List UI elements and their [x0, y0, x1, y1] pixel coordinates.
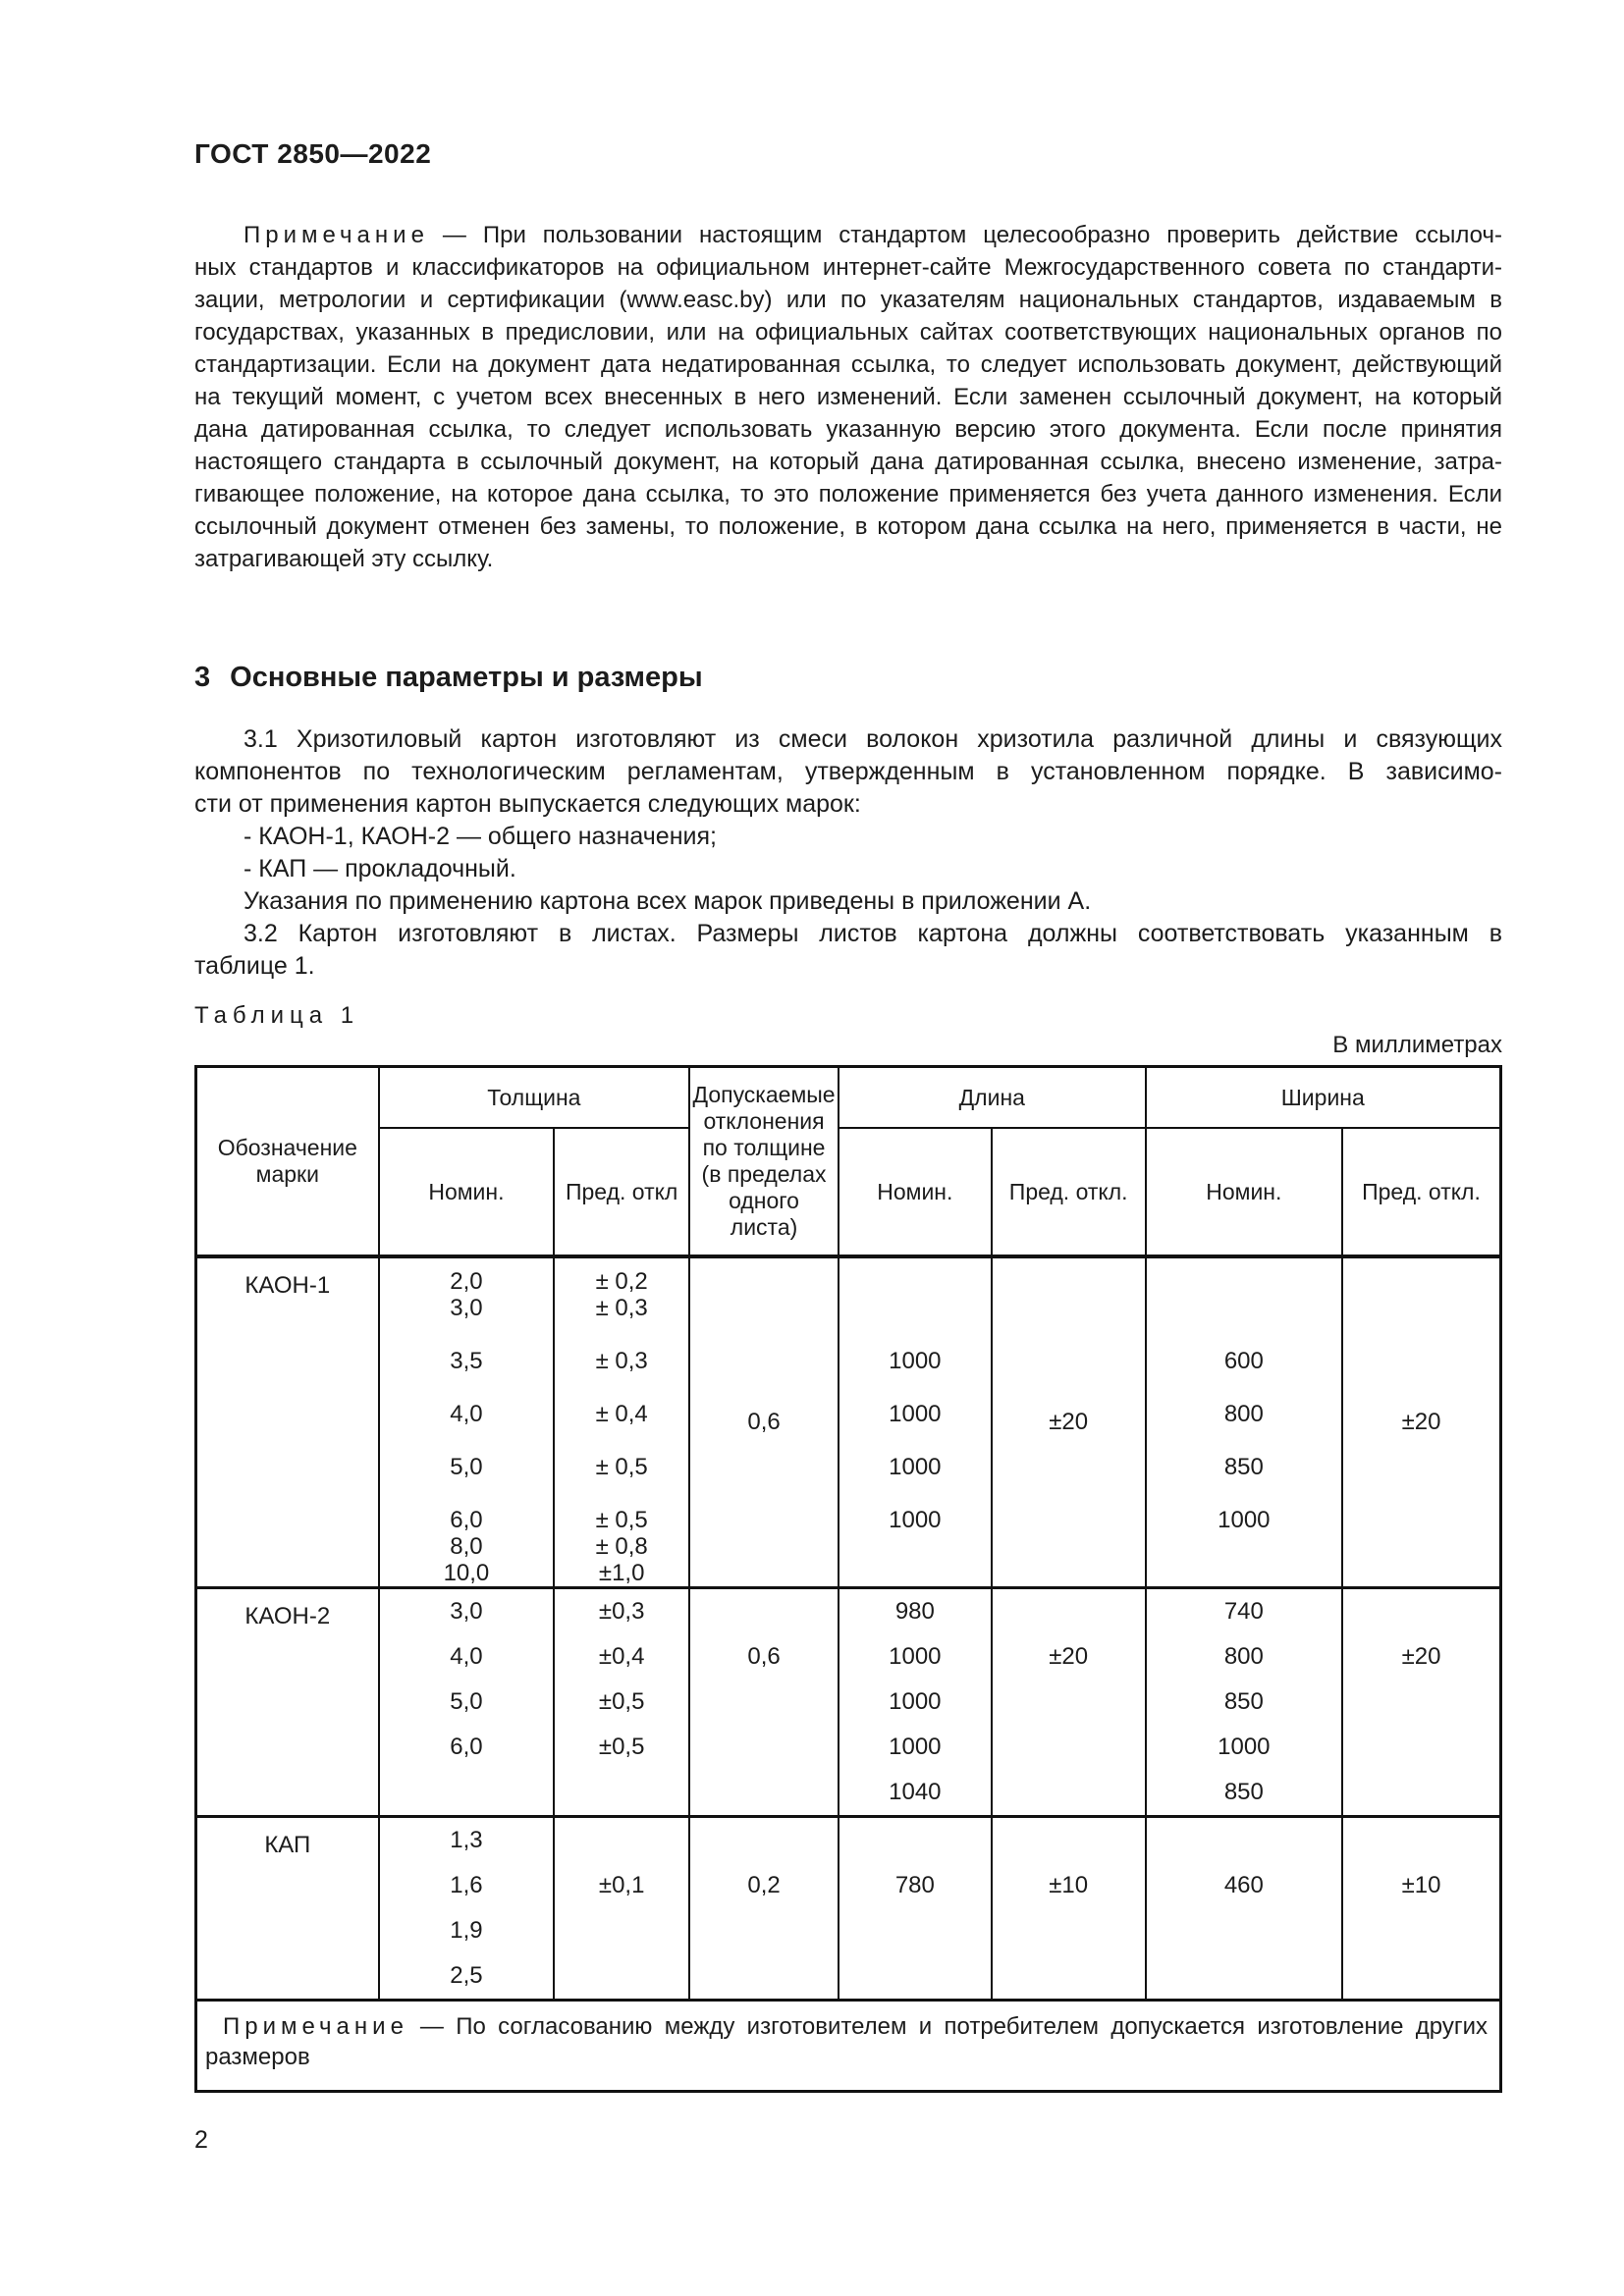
table-value: 600: [1223, 1347, 1264, 1374]
col-group-length: Длина: [839, 1068, 1147, 1129]
col-group-width: Ширина: [1147, 1068, 1499, 1129]
table-value: 6,0: [450, 1734, 483, 1760]
col-header-mark: Обозначение марки: [197, 1068, 380, 1255]
cell-w_nom: [1147, 1258, 1343, 1586]
col-header-deviation-within-sheet: Допускаемые отклонения по толщине (в пределах одного листа): [690, 1068, 839, 1255]
text-line: затрагивающей эту ссылку.: [194, 546, 494, 572]
table-value: 1,9: [450, 1917, 483, 1944]
text-line: ных стандартов и классификаторов на официальном интернет-сайте Межгосударственного совета по стандарти-: [194, 254, 1502, 281]
table-value: 850: [1223, 1688, 1264, 1715]
table-value: 1,3: [450, 1827, 483, 1853]
text-line: 3.1 Хризотиловый картон изготовляют из смеси волокон хризотила различной длины и связующих: [244, 725, 1502, 753]
table-value: 2,0: [450, 1267, 483, 1295]
table-value: ± 0,2: [595, 1267, 648, 1295]
paragraph-3-1: [194, 723, 1502, 983]
table-value: ±20: [1401, 1409, 1441, 1435]
table-value: 980: [894, 1598, 935, 1625]
table-footnote-text: [205, 2011, 1488, 2072]
cell-l_nom: [839, 1589, 993, 1815]
top-note-paragraph: [194, 219, 1502, 575]
cell-w_dev: [1343, 1258, 1499, 1586]
cell-t_dev: [555, 1818, 690, 1999]
text-line: гивающее положение, на которое дана ссылка, то это положение применяется без учета данного изменения. Если: [194, 481, 1502, 507]
cell-t_nom: [380, 1589, 556, 1815]
cell-t_nom: [380, 1818, 556, 1999]
cell-w_dev: [1343, 1818, 1499, 1999]
dimensions-table: [194, 1065, 1502, 2093]
col-header-length-nominal: Номин.: [839, 1129, 993, 1255]
col-group-thickness: Толщина: [380, 1068, 691, 1129]
col-header-thickness-nominal: Номин.: [380, 1129, 556, 1255]
table-value: ±0,1: [598, 1872, 645, 1898]
cell-w_dev: [1343, 1589, 1499, 1815]
cell-dev_within: [690, 1818, 839, 1999]
table-value: ± 0,3: [595, 1347, 648, 1374]
text-line: ссылочный документ отменен без замены, то положение, в котором дана ссылка на него, применяется в части, не: [194, 513, 1502, 540]
table-units-note: В миллиметрах: [1332, 1032, 1502, 1058]
table-value: ±1,0: [598, 1559, 645, 1586]
table-block: [197, 1258, 1499, 1586]
table-block: [197, 1815, 1499, 1999]
table-value: 0,2: [747, 1872, 781, 1898]
cell-t_dev: [555, 1258, 690, 1586]
footnote-label: Примечание: [223, 2013, 408, 2040]
table-value: 5,0: [450, 1453, 483, 1480]
cell-l_nom: [839, 1818, 993, 1999]
cell-t_dev: [555, 1589, 690, 1815]
text-line: настоящего стандарта в ссылочный документ, на который дана датированная ссылка, внесено изменение, затра-: [194, 449, 1502, 475]
table-value: ±10: [1049, 1872, 1089, 1898]
section-number: 3: [194, 662, 211, 693]
list-item: - КАП — прокладочный.: [244, 855, 516, 882]
cell-l_dev: [993, 1258, 1147, 1586]
table-value: ± 0,4: [595, 1400, 648, 1427]
table-value: ± 0,3: [595, 1294, 648, 1321]
running-header: ГОСТ 2850—2022: [194, 138, 432, 169]
text-line: 3.2 Картон изготовляют в листах. Размеры листов картона должны соответствовать указанным в: [244, 920, 1502, 947]
text-line: на текущий момент, с учетом всех внесенных в него изменений. Если заменен ссылочный документ, на который: [194, 384, 1502, 410]
table-value: ±20: [1049, 1409, 1089, 1435]
text-line: Указания по применению картона всех марок приведены в приложении А.: [244, 887, 1092, 915]
list-item: - КАОН-1, КАОН-2 — общего назначения;: [244, 823, 717, 850]
table-value: 0,6: [747, 1643, 781, 1670]
col-header-width-deviation: Пред. откл.: [1362, 1178, 1481, 1204]
table-value: 1000: [889, 1453, 942, 1480]
table-value: 3,5: [450, 1347, 483, 1374]
table-value: 1000: [889, 1643, 942, 1670]
table-value: 850: [1223, 1453, 1264, 1480]
table-value: 1000: [889, 1688, 942, 1715]
table-value: 460: [1223, 1872, 1264, 1898]
table-value: ±20: [1401, 1643, 1441, 1670]
table-value: 800: [1223, 1400, 1264, 1427]
table-block: [197, 1586, 1499, 1815]
cell-w_nom: [1147, 1589, 1343, 1815]
table-footnote: [197, 1999, 1499, 2090]
text-line: дана датированная ссылка, то следует использовать указанную версию этого документа. Если после принятия: [194, 416, 1502, 443]
table-value: 4,0: [450, 1643, 483, 1670]
text-line: таблице 1.: [194, 952, 315, 980]
cell-l_nom: [839, 1258, 993, 1586]
table-value: 1000: [889, 1400, 942, 1427]
table-caption: Таблица 1: [194, 1002, 360, 1029]
table-value: 3,0: [450, 1598, 483, 1625]
cell-t_nom: [380, 1258, 556, 1586]
table-value: 1,6: [450, 1872, 483, 1898]
table-value: ± 0,5: [595, 1506, 648, 1533]
table-value: 4,0: [450, 1400, 483, 1427]
table-header: [197, 1068, 1499, 1258]
table-value: ±0,3: [598, 1598, 645, 1625]
text-line: [194, 219, 1502, 251]
table-value: ± 0,5: [595, 1453, 648, 1480]
page-number: 2: [194, 2126, 208, 2154]
table-value: 850: [1223, 1779, 1264, 1805]
cell-w_nom: [1147, 1818, 1343, 1999]
table-value: 1040: [889, 1779, 942, 1805]
cell-l_dev: [993, 1589, 1147, 1815]
section-title: Основные параметры и размеры: [230, 662, 703, 693]
table-value: 740: [1223, 1598, 1264, 1625]
cell-l_dev: [993, 1818, 1147, 1999]
cell-dev_within: [690, 1589, 839, 1815]
table-value: ±0,5: [598, 1688, 645, 1715]
table-value: 2,5: [450, 1962, 483, 1989]
table-value: 5,0: [450, 1688, 483, 1715]
table-value: 1000: [1218, 1506, 1271, 1533]
table-value: 8,0: [450, 1532, 483, 1560]
table-value: ± 0,8: [595, 1532, 648, 1560]
table-value: ±20: [1049, 1643, 1089, 1670]
table-value: 1000: [889, 1347, 942, 1374]
note-line-rest: — При пользовании настоящим стандартом целесообразно проверить действие ссылоч-: [442, 222, 1502, 248]
table-value: 1000: [1218, 1734, 1271, 1760]
table-value: 800: [1223, 1643, 1264, 1670]
text-line: компонентов по технологическим регламентам, утвержденным в установленном порядке. В зависимо-: [194, 758, 1502, 785]
table-value: 1000: [889, 1734, 942, 1760]
col-header-width-nominal: Номин.: [1147, 1129, 1343, 1255]
note-label: Примечание: [244, 222, 429, 248]
table-body: [197, 1258, 1499, 1999]
section-heading: [194, 662, 1502, 694]
footnote-body: — По согласованию между изготовителем и потребителем допускается изготовление других размеров: [205, 2013, 1488, 2070]
col-header-length-deviation: Пред. откл.: [993, 1129, 1147, 1255]
text-line: зации, метрологии и сертификации (www.easc.by) или по указателям национальных стандартов, издаваемым в: [194, 287, 1502, 313]
table-value: 3,0: [450, 1294, 483, 1321]
text-line: стандартизации. Если на документ дата недатированная ссылка, то следует использовать документ, действующий: [194, 351, 1502, 378]
mark-cell: КАП: [197, 1818, 380, 1999]
table-value: 780: [894, 1872, 935, 1898]
table-value: 1000: [889, 1506, 942, 1533]
col-header-thickness-deviation: Пред. откл: [555, 1129, 690, 1255]
table-value: ±0,4: [598, 1643, 645, 1670]
table-value: 6,0: [450, 1506, 483, 1533]
table-value: ±10: [1401, 1872, 1441, 1898]
cell-dev_within: [690, 1258, 839, 1586]
text-line: государствах, указанных в предисловии, или на официальных сайтах соответствующих национальных органов по: [194, 319, 1502, 346]
table-value: ±0,5: [598, 1734, 645, 1760]
mark-cell: КАОН-2: [197, 1589, 380, 1815]
table-value: 10,0: [443, 1559, 490, 1586]
text-line: сти от применения картон выпускается следующих марок:: [194, 790, 861, 818]
table-value: 0,6: [747, 1409, 781, 1435]
mark-cell: КАОН-1: [197, 1258, 380, 1586]
